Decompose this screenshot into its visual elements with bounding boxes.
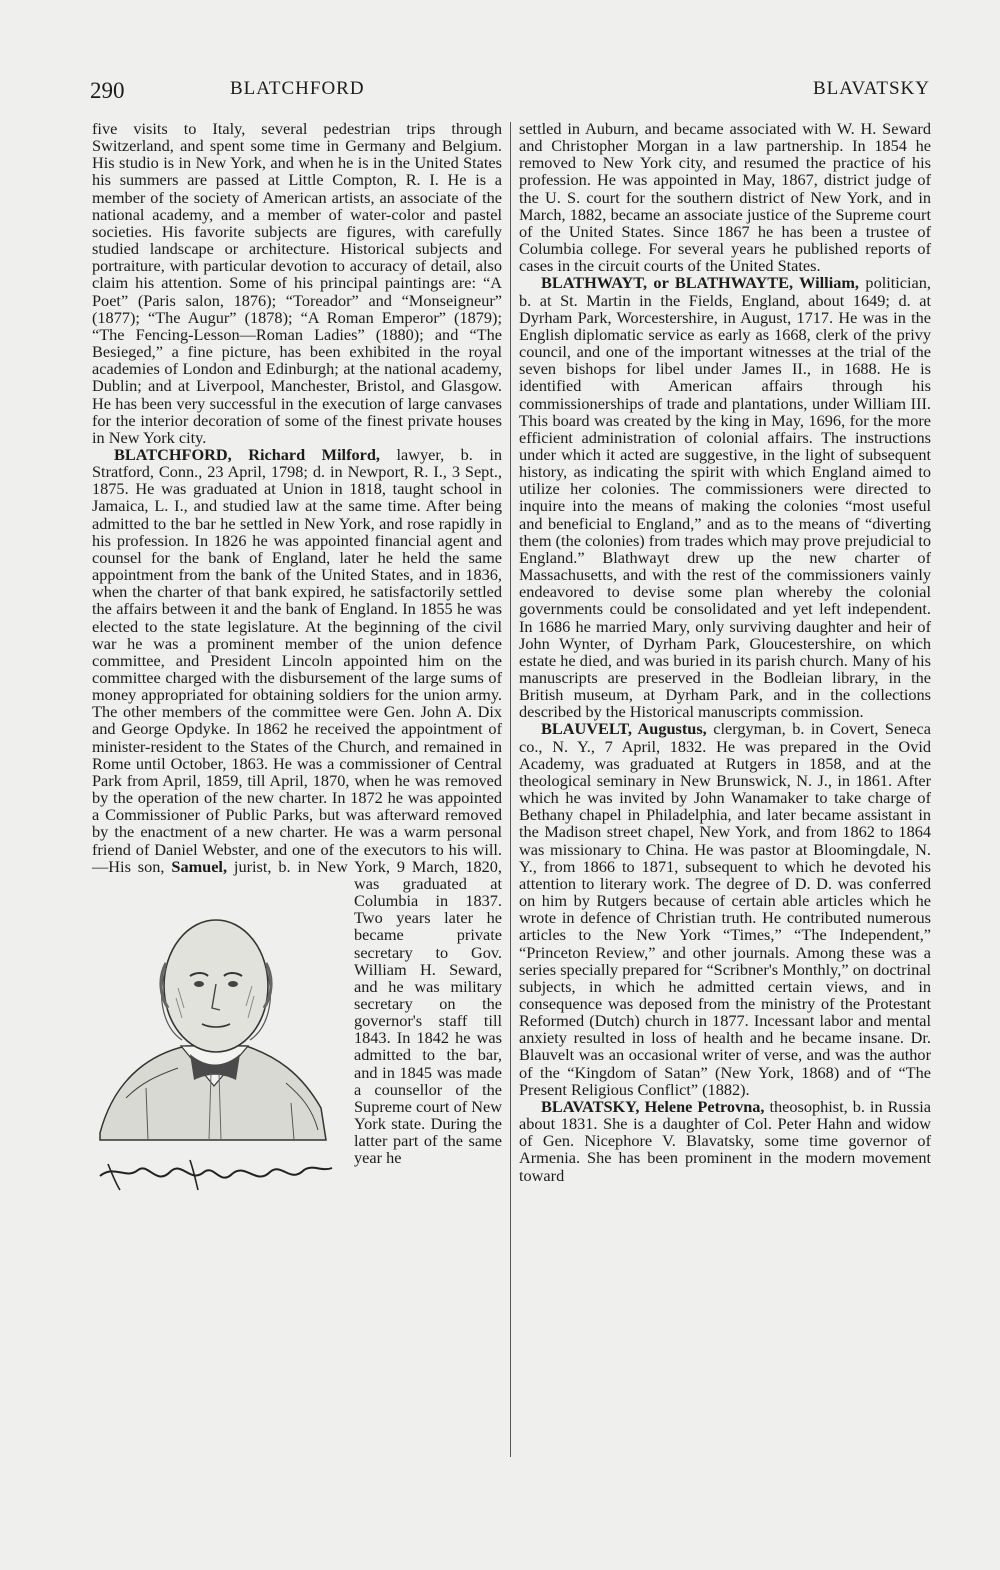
entry-body: clergyman, b. in Covert, Seneca co., N. Y., 7 April, 1832. He was prepared in the Ovid Academy, was graduated at Rutgers in 1858, and at the theological seminary in New Brunswick, N. J., in 1861. After which he was invited by John Wanamaker to take charge of Bethany chapel in Philadelphia, and later became assistant in the Madison street chapel, New York, and from 1862 to 1864 was missionary to China. He was pastor at Bloomingdale, N. Y., from 1866 to 1871, subsequent to which he devoted his attention to literary work. The degree of D. D. was conferred on him by Rutgers because of certain able articles which he wrote in defence of Christian truth. He contributed numerous articles to the New York “Times,” “The Independent,” “Princeton Review,” and other journals. Among these was a series specially prepared for “Scribner's Monthly,” on doctrinal subjects, in which he admitted certain views, and in consequence was deposed from the ministry of the Protestant Reformed (Dutch) church in 1877. Incessant labor and mental anxiety resulted in loss of health and he became insane. Dr. Blauvelt was an occasional writer of verse, and was the author of the “Kingdom of Satan” (New York, 1868) and of “The Present Religious Conflict” (1882).	[519, 719, 931, 1099]
entry-headword: BLATCHFORD, Richard Milford,	[114, 444, 380, 464]
entry-blathwayt	[519, 274, 931, 720]
entry-headword: BLAVATSKY, Helene Petrovna,	[541, 1096, 765, 1116]
right-column	[519, 120, 931, 1184]
entry-body: politician, b. at St. Martin in the Fields, England, about 1649; d. at Dyrham Park, Worcestershire, in August, 1717. He was in the English diplomatic service as early as 1668, clerk of the privy council, and one of the important witnesses at the trial of the seven bishops for libel under James II., in 1688. He is identified with American affairs through his commissionerships of trade and plantations, under William III. This board was created by the king in May, 1696, for the more efficient administration of colonial affairs. The instructions under which it acted are suggestive, in the light of subsequent history, as indicating the spirit with which England aimed to utilize her colonies. The commissioners were directed to inquire into the means of making the colonies “most useful and beneficial to England,” and as to the means of “diverting them (the colonies) from trades which may prove prejudicial to England.” Blathwayt drew up the new charter of Massachusetts, and with the rest of the commissioners vainly endeavored to devise some plan whereby the colonial governments could be consolidated and yet left independent. In 1686 he married Mary, only surviving daughter and heir of John Wynter, of Dyrham Park, Gloucestershire, on which estate he died, and was buried in its parish church. Many of his manuscripts are preserved in the Bodleian library, in the British museum, at Dyrham Park, and in the collections described by the Historical manuscripts commission.	[519, 273, 931, 722]
entry-headword: BLAUVELT, Augustus,	[541, 719, 707, 739]
left-column	[92, 120, 502, 1203]
continued-paragraph: five visits to Italy, several pedestrian trips through Switzerland, and spent some time in Germany and Belgium. His studio is in New York, and when he is in the United States his summers are passed at Little Compton, R. I. He is a member of the society of American artists, an associate of the national academy, and a member of water-color and pastel societies. His favorite subjects are figures, with carefully studied landscape or architecture. Historical subjects and portraiture, with particular devotion to accuracy of detail, also claim his attention. Some of his principal paintings are: “A Poet” (Paris salon, 1876); “Toreador” and “Monseigneur” (1877); “The Augur” (1878); “A Roman Emperor” (1879); “The Fencing-Lesson—Roman Ladies” (1880); and “The Besieged,” a fine picture, has been exhibited in the royal academies of London and Edinburgh; at the national academy, Dublin; and at Liverpool, Manchester, Bristol, and Glasgow. He has been very successful in the execution of large canvases for the interior decoration of some of the finest private houses in New York city.	[92, 119, 502, 447]
page-number: 290	[90, 78, 125, 103]
entry-body-continued: jurist, b. in New York, 9 March, 1820, was graduated at Columbia in 1837. Two years later he became private secretary to Gov. William H. Seward, and he was military secretary on the governor's staff till 1843. In 1842 he was admitted to the bar, and in 1845 was made a counsellor of the Supreme court of New York state. During the latter part of the same year he	[227, 856, 502, 1168]
portrait-engraving	[86, 868, 344, 1203]
running-header	[90, 74, 930, 106]
entry-headword: BLATHWAYT, or BLATHWAYTE, William,	[541, 273, 859, 293]
left-running-title: BLATCHFORD	[230, 78, 365, 99]
right-running-title: BLAVATSKY	[812, 78, 930, 99]
entry-body: lawyer, b. in Stratford, Conn., 23 April, 1798; d. in Newport, R. I., 3 Sept., 1875. He was graduated at Union in 1818, taught school in Jamaica, L. I., and studied law at the same time. After being admitted to the bar he settled in New York, and rose rapidly in his profession. In 1826 he was appointed financial agent and counsel for the bank of England, later he held the same appointment from the bank of the United States, and in 1836, when the charter of that bank expired, he satisfactorily settled the affairs between it and the bank of England. In 1855 he was elected to the state legislature. At the beginning of the civil war he was a prominent member of the union defence committee, and President Lincoln appointed him on the committee charged with the disbursement of the large sums of money appropriated for obtaining soldiers for the union army. The other members of the committee were Gen. John A. Dix and George Opdyke. In 1862 he received the appointment of minister-resident to the States of the Church, and remained in Rome until October, 1863. He was a commissioner of Central Park from April, 1859, till April, 1870, when he was removed by the operation of the new charter. In 1872 he was appointed a Commissioner of Public Parks, but was afterward removed by the enactment of a new charter. He was a warm personal friend of Daniel Webster, and one of the executors to his will.—His son,	[92, 444, 502, 876]
portrait-image	[86, 868, 344, 1203]
continued-paragraph: settled in Auburn, and became associated with W. H. Seward and Christopher Morgan in a law partnership. In 1854 he removed to New York city, and resumed the practice of his profession. He was appointed in May, 1867, district judge of the U. S. court for the southern district of New York, and in March, 1882, became an associate justice of the Supreme court of the United States. Since 1867 he has been a trustee of Columbia college. For several years he published reports of cases in the circuit courts of the United States.	[519, 119, 931, 276]
entry-blatchford	[92, 446, 502, 1167]
entry-subheadword: Samuel,	[171, 856, 228, 876]
entry-blavatsky	[519, 1098, 931, 1184]
entry-blauvelt	[519, 720, 931, 1097]
entry-body: theosophist, b. in Russia about 1831. She is a daughter of Col. Peter Hahn and widow of Gen. Nicephore V. Blavatsky, some time governor of Armenia. She has been prominent in the modern movement toward	[519, 1096, 931, 1185]
column-divider	[510, 122, 511, 1457]
